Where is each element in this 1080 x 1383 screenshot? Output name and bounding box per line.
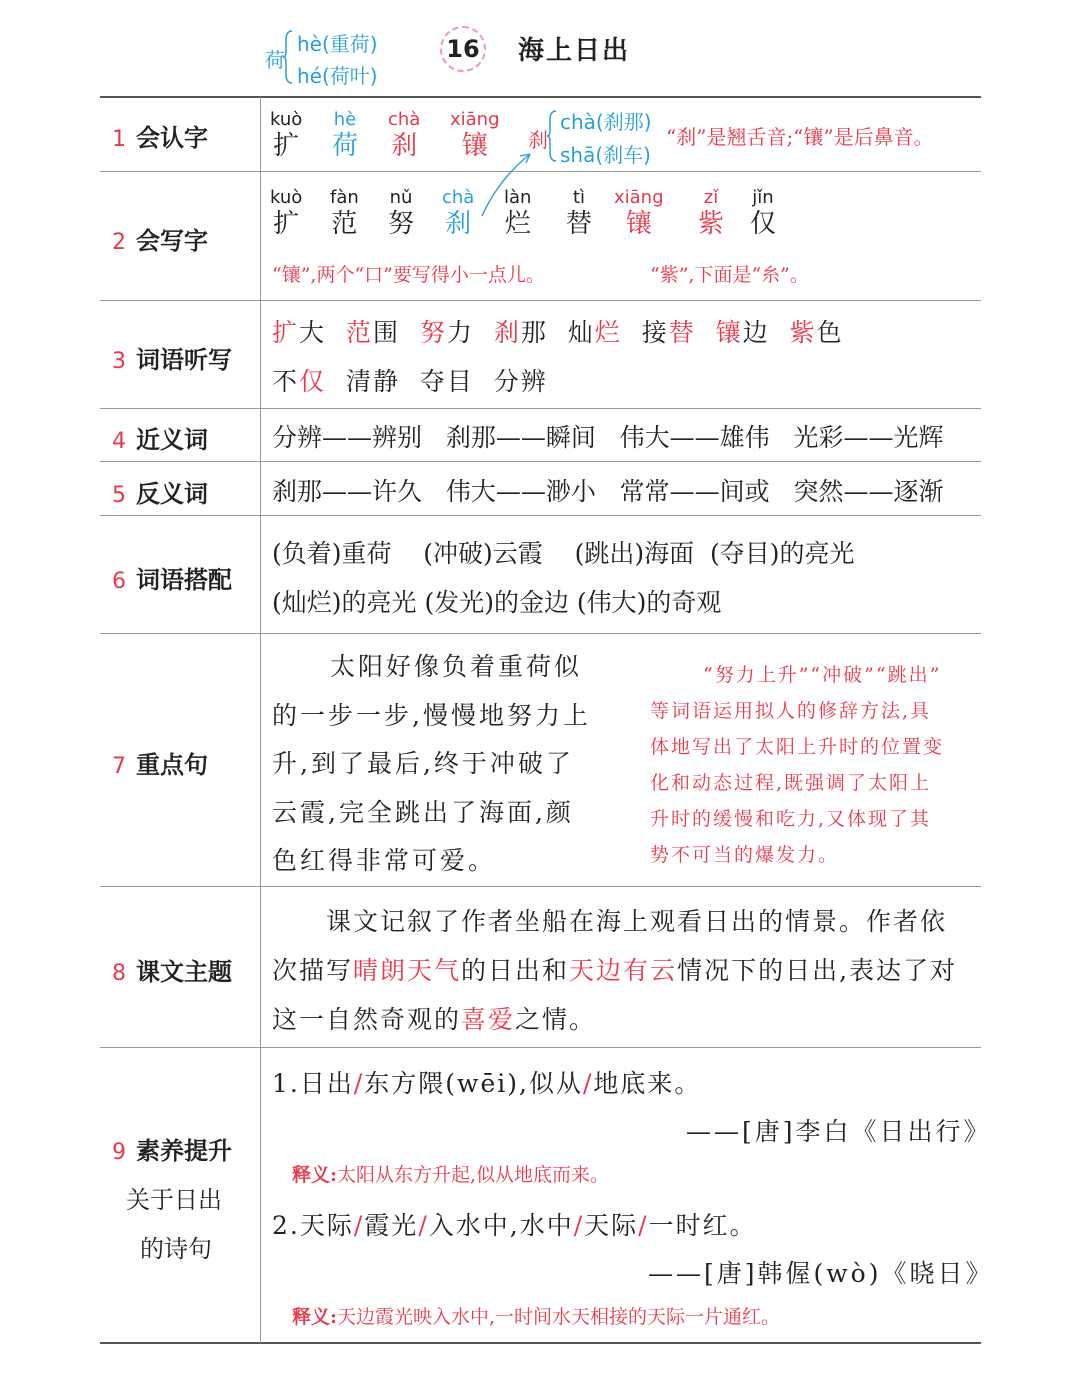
dictation-word: [548, 318, 568, 347]
hanzi: 范: [331, 209, 358, 239]
row-1-note: “刹”是翘舌音;“镶”是后鼻音。: [666, 125, 934, 149]
pinyin-char: [388, 110, 420, 162]
pinyin: fàn: [330, 187, 359, 208]
hanzi: 紫: [698, 209, 725, 239]
row-9-label: 9 素养提升: [112, 1137, 232, 1165]
pinyin: kuò: [270, 109, 303, 130]
hanzi: 扩: [273, 131, 300, 161]
collocation-line-1: (负着)重荷 (冲破)云霞 (跳出)海面 (夺目)的亮光: [272, 539, 855, 568]
dictation-word: 那: [520, 318, 548, 347]
dictation-word: [326, 318, 346, 347]
row-divider: [100, 515, 981, 516]
pinyin: zǐ: [703, 187, 719, 208]
key-sentence-line: 云霞,完全跳出了海面,颜: [272, 798, 574, 827]
pinyin: hè: [333, 109, 357, 130]
dictation-word: 大: [299, 318, 327, 347]
theme-line-2: 次描写晴朗天气的日出和天边有云情况下的日出,表达了对: [272, 956, 958, 985]
pinyin: xiāng: [450, 109, 500, 130]
row-1-label: 1 会认字: [112, 124, 208, 152]
key-sentence-line: 色红得非常可爱。: [272, 846, 497, 875]
pause-slash: /: [353, 1069, 365, 1098]
column-divider: [260, 97, 261, 1343]
poem-1: [272, 1064, 701, 1100]
pinyin-char: [330, 188, 359, 240]
pinyin-char: [750, 188, 776, 240]
dictation-line-1: [272, 313, 844, 349]
pinyin: kuò: [270, 187, 303, 208]
dictation-word: 灿: [567, 318, 595, 347]
pause-slash: /: [638, 1211, 649, 1240]
dictation-word: 分辨: [493, 367, 548, 396]
key-sentence-note: 等词语运用拟人的修辞方法,具: [650, 700, 932, 722]
key-sentence-line: 升,到了最后,终于冲破了: [272, 749, 574, 778]
row-9-sub-1: 关于日出: [126, 1186, 222, 1214]
row-divider: [100, 1047, 981, 1048]
collocation-line-2: (灿烂)的亮光 (发光)的金边 (伟大)的奇观: [272, 588, 722, 617]
table-bottom-border: [100, 1342, 981, 1344]
pinyin: làn: [504, 187, 532, 208]
poem-1-author: ——[唐]李白《日出行》: [686, 1117, 992, 1146]
dictation-word: 镶: [715, 318, 743, 347]
hanzi: 镶: [625, 209, 652, 239]
hanzi: 刹: [391, 131, 418, 161]
hanzi: 仅: [750, 209, 777, 239]
row-8-label: 8 课文主题: [112, 958, 232, 986]
row-divider: [100, 300, 981, 301]
dictation-word: [474, 367, 494, 396]
row-1-poly-reading-2: shā(刹车): [560, 143, 651, 167]
pinyin: jǐn: [752, 187, 774, 208]
poem-segment: 地底来。: [593, 1069, 702, 1098]
antonyms-line: 刹那——许久 伟大——渺小 常常——间或 突然——逐渐: [272, 477, 944, 506]
key-sentence-note: 体地写出了太阳上升时的位置变: [650, 736, 945, 758]
poem-segment: 东方隈(wēi),似从: [364, 1069, 583, 1098]
poem-2: [272, 1206, 757, 1242]
poem-segment: 一时红。: [648, 1211, 757, 1240]
hanzi: 镶: [461, 131, 488, 161]
dictation-word: [474, 318, 494, 347]
key-sentence-note: “努力上升”“冲破”“跳出”: [703, 664, 942, 686]
key-sentence-note: 化和动态过程,既强调了太阳上: [650, 772, 932, 794]
row-divider: [100, 886, 981, 887]
dictation-word: [770, 318, 790, 347]
dictation-word: 替: [668, 318, 696, 347]
pinyin: xiāng: [614, 187, 664, 208]
brace-icon: [283, 30, 293, 84]
pause-slash: /: [573, 1211, 585, 1240]
pinyin-char: [270, 188, 302, 240]
key-sentence-note: 升时的缓慢和吃力,又体现了其: [650, 808, 932, 830]
row-divider: [100, 461, 981, 462]
poem-segment: 2.天际: [272, 1211, 354, 1240]
dictation-word: 扩: [272, 318, 300, 347]
dictation-word: [696, 318, 716, 347]
row-7-label: 7 重点句: [112, 751, 208, 779]
dictation-word: 紫: [789, 318, 817, 347]
dictation-word: [400, 318, 420, 347]
dictation-word: [326, 367, 346, 396]
hanzi: 替: [566, 209, 593, 239]
poem-segment: 1.日出: [272, 1069, 354, 1098]
pinyin: nǔ: [389, 187, 413, 208]
row-2-label: 2 会写字: [112, 227, 208, 255]
hanzi: 刹: [445, 209, 472, 239]
row-5-label: 5 反义词: [112, 480, 208, 508]
polyphone-reading-1: hè(重荷): [297, 32, 378, 56]
pinyin-char: [698, 188, 724, 240]
hanzi: 扩: [273, 209, 300, 239]
table-top-border: [100, 96, 981, 98]
hanzi: 努: [388, 209, 415, 239]
poem-segment: 天际: [584, 1211, 639, 1240]
poem-segment: 入水中,水中: [428, 1211, 574, 1240]
row-divider: [100, 633, 981, 634]
hanzi: 荷: [332, 131, 359, 161]
row-4-label: 4 近义词: [112, 426, 208, 454]
row-9-sub-2: 的诗句: [140, 1235, 212, 1263]
pinyin-char: [614, 188, 664, 240]
row-3-label: 3 词语听写: [112, 346, 232, 374]
pause-slash: /: [353, 1211, 365, 1240]
synonyms-line: 分辨——辨别 刹那——瞬间 伟大——雄伟 光彩——光辉: [272, 423, 944, 452]
pinyin-char: [442, 188, 474, 240]
pinyin-char: [270, 110, 302, 162]
dictation-word: 围: [372, 318, 400, 347]
row-2-note-1: “镶”,两个“口”要写得小一点儿。: [272, 264, 545, 286]
dictation-word: [400, 367, 420, 396]
dictation-word: 仅: [299, 367, 327, 396]
dictation-word: 清静: [345, 367, 400, 396]
polyphone-reading-2: hé(荷叶): [297, 64, 378, 88]
pinyin: chà: [388, 109, 421, 130]
row-1-poly-char: 刹: [528, 128, 548, 152]
key-sentence-note: 势不可当的爆发力。: [650, 844, 840, 866]
dictation-word: 边: [742, 318, 770, 347]
dictation-word: 努: [419, 318, 447, 347]
dictation-line-2: [272, 362, 548, 398]
dictation-word: 范: [345, 318, 373, 347]
pinyin-char: [388, 188, 414, 240]
row-6-label: 6 词语搭配: [112, 566, 232, 594]
poem-2-author: ——[唐]韩偓(wò)《晓日》: [648, 1259, 994, 1288]
dictation-word: 色: [816, 318, 844, 347]
dictation-word: 力: [446, 318, 474, 347]
lesson-number: 16: [446, 35, 480, 63]
dictation-word: 烂: [594, 318, 622, 347]
polyphone-char: 荷: [265, 48, 285, 72]
poem-2-explain: 释义:天边霞光映入水中,一时间水天相接的天际一片通红。: [292, 1306, 781, 1328]
row-divider: [100, 408, 981, 409]
key-sentence-line: 的一步一步,慢慢地努力上: [272, 701, 591, 730]
pinyin-char: [504, 188, 531, 240]
pinyin: chà: [442, 187, 475, 208]
lesson-number-badge: [440, 26, 486, 72]
key-sentence-line: 太阳好像负着重荷似: [330, 652, 583, 681]
lesson-title: 海上日出: [518, 36, 631, 66]
dictation-word: 夺目: [419, 367, 474, 396]
pause-slash: /: [418, 1211, 429, 1240]
dictation-word: 接: [641, 318, 669, 347]
pause-slash: /: [582, 1069, 594, 1098]
row-2-note-2: “紫”,下面是“糸”。: [650, 264, 809, 286]
pinyin: tì: [572, 187, 586, 208]
dictation-word: 不: [272, 367, 300, 396]
poem-segment: 霞光: [364, 1211, 419, 1240]
theme-line-3: 这一自然奇观的喜爱之情。: [272, 1005, 597, 1034]
dictation-word: 刹: [493, 318, 521, 347]
pinyin-char: [332, 110, 358, 162]
theme-line-1: 课文记叙了作者坐船在海上观看日出的情景。作者依: [326, 907, 948, 936]
row-1-poly-reading-1: chà(刹那): [560, 110, 652, 134]
pinyin-char: [566, 188, 592, 240]
poem-1-explain: 释义:太阳从东方升起,似从地底而来。: [292, 1164, 610, 1186]
dictation-word: [622, 318, 642, 347]
hanzi: 烂: [504, 209, 531, 239]
